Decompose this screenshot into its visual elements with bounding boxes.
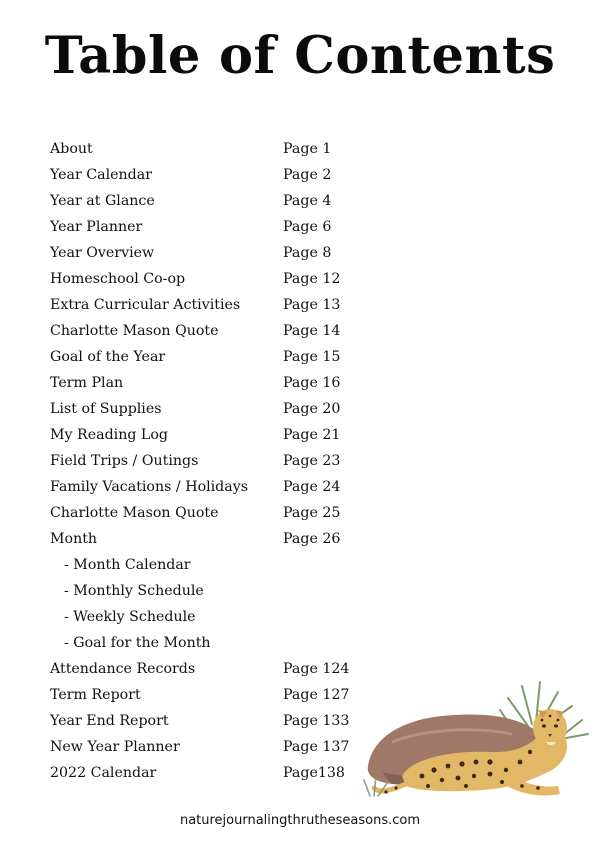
- toc-entry: [50, 682, 380, 708]
- toc-entry: [50, 162, 380, 188]
- toc-entry: [50, 526, 380, 552]
- toc-entry: [50, 734, 380, 760]
- footer-website-url: naturejournalingthrutheseasons.com: [179, 813, 421, 828]
- leopard-on-rock-illustration: [362, 676, 592, 806]
- toc-entry-title: Year Calendar: [50, 167, 152, 183]
- toc-entry: [50, 266, 380, 292]
- toc-entry-title: My Reading Log: [50, 427, 168, 443]
- toc-subentry: [50, 552, 380, 578]
- toc-entry: [50, 370, 380, 396]
- toc-entry-page: Page 8: [283, 245, 332, 261]
- toc-entry: [50, 318, 380, 344]
- toc-entry-title: Attendance Records: [50, 661, 196, 677]
- toc-entry-page: Page 4: [283, 193, 332, 209]
- toc-entry-title: About: [50, 141, 93, 157]
- toc-entry: [50, 240, 380, 266]
- toc-entry-title: New Year Planner: [50, 739, 180, 755]
- toc-entry-title: 2022 Calendar: [50, 765, 157, 781]
- toc-entry-page: Page 21: [283, 427, 341, 443]
- toc-entry: [50, 136, 380, 162]
- toc-entry-title: Charlotte Mason Quote: [50, 323, 219, 339]
- toc-entry-page: Page 26: [283, 531, 341, 547]
- toc-entry-title: - Month Calendar: [64, 557, 191, 573]
- toc-entry-title: Year End Report: [50, 713, 169, 729]
- toc-entry-title: - Goal for the Month: [64, 635, 211, 651]
- toc-entry-page: Page 1: [283, 141, 332, 157]
- toc-subentry: [50, 578, 380, 604]
- toc-entry: [50, 760, 380, 786]
- toc-entry: [50, 500, 380, 526]
- toc-entry-title: Charlotte Mason Quote: [50, 505, 219, 521]
- toc-entry-title: Year at Glance: [50, 193, 155, 209]
- toc-entry: [50, 708, 380, 734]
- toc-entry: [50, 292, 380, 318]
- toc-entry-page: Page 137: [283, 739, 350, 755]
- toc-entry: [50, 448, 380, 474]
- toc-entry-title: - Monthly Schedule: [64, 583, 204, 599]
- page-title: Table of Contents: [44, 26, 556, 86]
- toc-entry-title: Year Planner: [50, 219, 143, 235]
- toc-entry-page: Page 25: [283, 505, 341, 521]
- toc-entry-title: Family Vacations / Holidays: [50, 479, 249, 495]
- toc-entry-page: Page 24: [283, 479, 341, 495]
- toc-subentry: [50, 604, 380, 630]
- toc-entry: [50, 214, 380, 240]
- toc-entry-page: Page 12: [283, 271, 341, 287]
- toc-entry-page: Page 2: [283, 167, 332, 183]
- toc-entry-page: Page138: [283, 765, 345, 781]
- toc-entry: [50, 344, 380, 370]
- toc-subentry: [50, 630, 380, 656]
- toc-entry-title: Extra Curricular Activities: [50, 297, 241, 313]
- toc-entry-page: Page 16: [283, 375, 341, 391]
- toc-entry: [50, 656, 380, 682]
- toc-entry-page: Page 6: [283, 219, 332, 235]
- toc-entry-title: Year Overview: [50, 245, 155, 261]
- toc-entry: [50, 422, 380, 448]
- toc-entry-page: Page 23: [283, 453, 341, 469]
- toc-entry-title: - Weekly Schedule: [64, 609, 196, 625]
- toc-entry-title: Term Plan: [50, 375, 124, 391]
- toc-entry-title: Term Report: [50, 687, 141, 703]
- toc-entry-title: Homeschool Co-op: [50, 271, 186, 287]
- toc-entry-page: Page 133: [283, 713, 350, 729]
- toc-entry-page: Page 13: [283, 297, 341, 313]
- toc-entry-page: Page 127: [283, 687, 350, 703]
- toc-entry-page: Page 20: [283, 401, 341, 417]
- toc-entry: [50, 474, 380, 500]
- toc-entry-title: Goal of the Year: [50, 349, 166, 365]
- table-of-contents-list: [50, 136, 380, 786]
- toc-entry: [50, 188, 380, 214]
- toc-entry-title: List of Supplies: [50, 401, 162, 417]
- toc-entry-page: Page 15: [283, 349, 341, 365]
- toc-entry-title: Month: [50, 531, 98, 547]
- toc-entry-page: Page 14: [283, 323, 341, 339]
- toc-entry-page: Page 124: [283, 661, 350, 677]
- toc-entry: [50, 396, 380, 422]
- toc-entry-title: Field Trips / Outings: [50, 453, 199, 469]
